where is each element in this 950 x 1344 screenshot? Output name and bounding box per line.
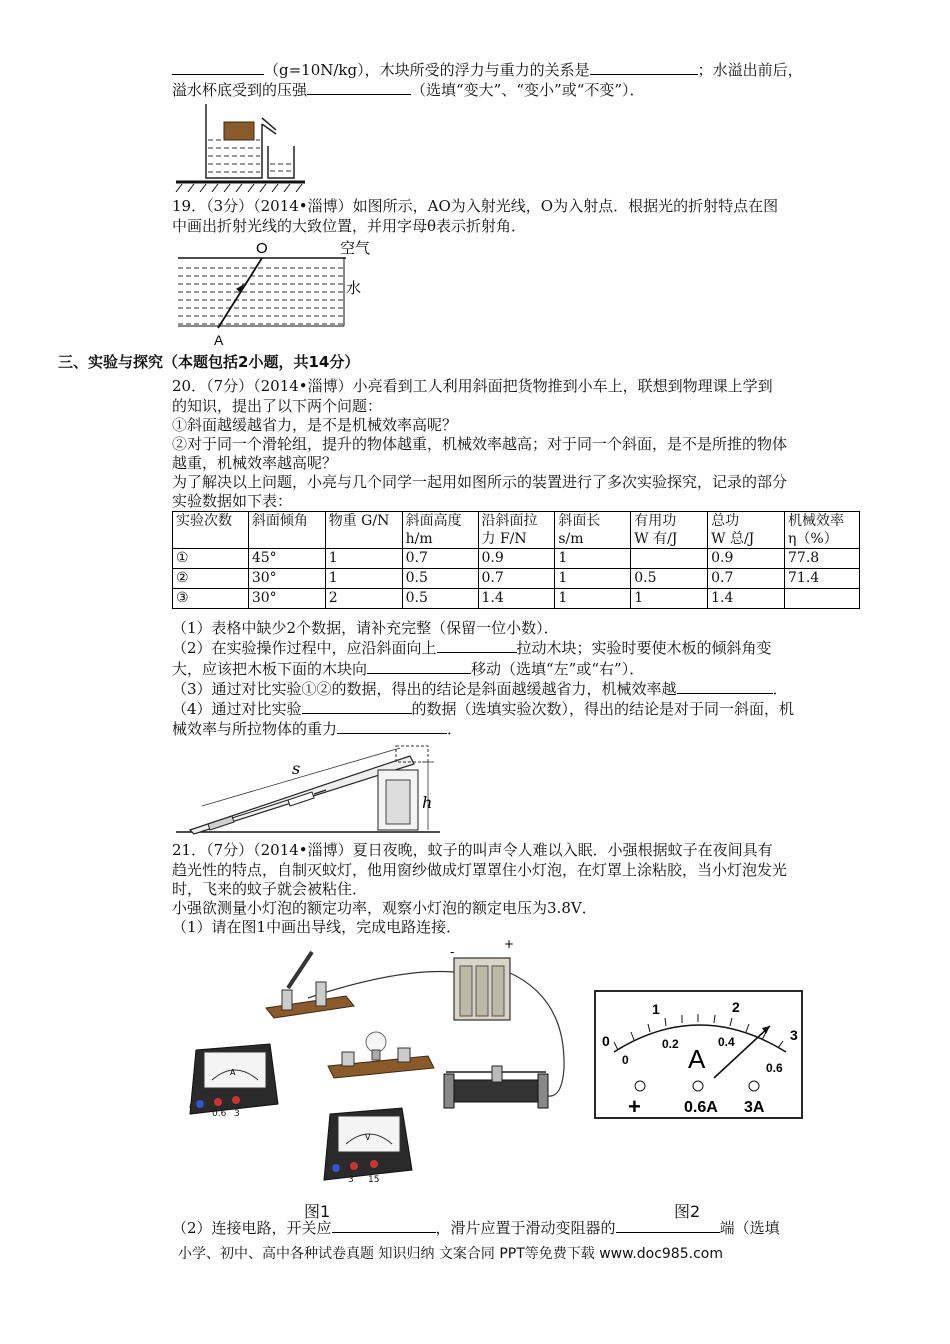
experiment-table bbox=[172, 511, 860, 609]
q21-part-2 bbox=[172, 1218, 780, 1238]
lower-scale-label: 0.4 bbox=[718, 1035, 735, 1049]
q18-text: （选填“变大”、“变小”或“不变”）． bbox=[411, 81, 645, 99]
q20-line: 20．（7分）（2014•淄博）小亮看到工人利用斜面把货物推到小车上，联想到物理课上学到 bbox=[172, 377, 773, 395]
table-header-cell: 斜面长 s/m bbox=[555, 512, 631, 549]
table-cell: 1.4 bbox=[478, 589, 555, 609]
terminal-icon bbox=[693, 1081, 703, 1091]
label-o: O bbox=[256, 240, 268, 257]
table-cell-blank[interactable] bbox=[631, 549, 708, 569]
q21-line: 趋光性的特点，自制灭蚊灯，他用窗纱做成灯罩罩住小灯泡，在灯罩上涂粘胶，当小灯泡发光 bbox=[172, 861, 788, 879]
terminal-label: + bbox=[628, 1094, 641, 1119]
overflow-cup-figure bbox=[172, 100, 307, 192]
answer-blank[interactable] bbox=[367, 659, 471, 674]
terminal-label: 0.6A bbox=[684, 1099, 718, 1116]
lower-scale-label: 0.2 bbox=[662, 1037, 679, 1051]
wood-block bbox=[224, 122, 254, 140]
voltmeter-terminal-label: 15 bbox=[368, 1175, 380, 1185]
table-header-cell: 物重 G/N bbox=[325, 512, 402, 549]
answer-blank[interactable] bbox=[172, 60, 264, 75]
table-cell: 0.5 bbox=[631, 569, 708, 589]
table-cell: 30° bbox=[248, 569, 325, 589]
answer-blank[interactable] bbox=[616, 1218, 720, 1233]
q20-text: 拉动木块；实验时要使木板的倾斜角变 bbox=[516, 639, 772, 657]
figure-2-caption: 图2 bbox=[674, 1202, 701, 1221]
ammeter-terminal-label: 0.6 bbox=[212, 1109, 227, 1119]
q20-part-3 bbox=[172, 679, 788, 699]
refraction-figure bbox=[170, 238, 380, 348]
q20-line: 实验数据如下表： bbox=[172, 492, 293, 510]
q20-text: （4）通过对比实验 bbox=[172, 700, 302, 718]
q20-text: 移动（选填“左”或“右”）． bbox=[471, 660, 645, 678]
table-cell: ① bbox=[173, 549, 249, 569]
q20-line: 的知识，提出了以下两个问题： bbox=[172, 397, 383, 415]
q21-line: 小强欲测量小灯泡的额定功率，观察小灯泡的额定电压为3.8V． bbox=[172, 899, 597, 917]
answer-blank[interactable] bbox=[307, 80, 411, 95]
battery-minus-label: - bbox=[450, 945, 455, 959]
q19-line-1: 19．（3分）（2014•淄博）如图所示，AO为入射光线，O为入射点．根据光的折射特点在图 bbox=[172, 197, 779, 215]
table-header-cell: 有用功 W 有/J bbox=[631, 512, 708, 549]
figure-1-caption: 图1 bbox=[304, 1202, 331, 1221]
table-header-cell: 斜面高度 h/m bbox=[402, 512, 478, 549]
ammeter-terminal-label: 3 bbox=[234, 1109, 240, 1119]
q20-part-2b bbox=[172, 659, 644, 679]
incident-ray bbox=[218, 258, 262, 328]
table-cell: 0.5 bbox=[402, 569, 478, 589]
label-s: s bbox=[292, 759, 301, 778]
incline-figure bbox=[172, 742, 442, 836]
ammeter bbox=[190, 1044, 278, 1119]
circuit-figure bbox=[178, 938, 578, 1200]
terminal-label: 3A bbox=[744, 1099, 765, 1116]
q21-line: 时，飞来的蚊子就会被粘住． bbox=[172, 880, 368, 898]
table-cell: 1 bbox=[555, 589, 631, 609]
label-h: h bbox=[422, 793, 433, 812]
q21-line: 21．（7分）（2014•淄博）夏日夜晚，蚊子的叫声令人难以入眠．小强根据蚊子在夜间具有 bbox=[172, 841, 773, 859]
table-cell: 0.9 bbox=[708, 549, 785, 569]
terminal-icon bbox=[635, 1081, 645, 1091]
table-cell: 30° bbox=[248, 589, 325, 609]
q18-line-1 bbox=[172, 60, 803, 80]
table-cell: 0.5 bbox=[402, 589, 478, 609]
q21-text: ，滑片应置于滑动变阻器的 bbox=[435, 1219, 616, 1237]
q20-part-4b bbox=[172, 719, 462, 739]
q18-text: ；水溢出前后， bbox=[697, 61, 803, 79]
q21-line: （1）请在图1中画出导线，完成电路连接． bbox=[172, 918, 462, 936]
terminal-icon bbox=[749, 1081, 759, 1091]
table-cell: 0.7 bbox=[708, 569, 785, 589]
table-cell: ③ bbox=[173, 589, 249, 609]
table-cell: 71.4 bbox=[785, 569, 860, 589]
table-cell: 0.7 bbox=[478, 569, 555, 589]
voltmeter bbox=[324, 1108, 412, 1185]
switch[interactable] bbox=[266, 952, 354, 1018]
q18-text: 溢水杯底受到的压强 bbox=[172, 81, 308, 99]
q20-text: 械效率与所拉物体的重力 bbox=[172, 720, 338, 738]
answer-blank[interactable] bbox=[437, 638, 517, 653]
q20-part-4 bbox=[172, 699, 794, 719]
upper-scale-label: 1 bbox=[652, 1001, 660, 1017]
battery-plus-label: + bbox=[504, 938, 515, 951]
ammeter-letter: A bbox=[230, 1068, 236, 1077]
lower-scale-label: 0.6 bbox=[766, 1061, 783, 1075]
table-cell: 1 bbox=[631, 589, 708, 609]
q20-line: ①斜面越缓越省力，是不是机械效率高呢？ bbox=[172, 416, 458, 434]
table-row bbox=[173, 589, 860, 609]
lower-scale-label: 0 bbox=[622, 1053, 629, 1067]
q20-line: 为了解决以上问题，小亮与几个同学一起用如图所示的装置进行了多次实验探究，记录的部分 bbox=[172, 473, 788, 491]
q19-line-2: 中画出折射光线的大致位置，并用字母θ表示折射角． bbox=[172, 217, 527, 235]
table-cell: 1 bbox=[555, 549, 631, 569]
table-cell: 0.7 bbox=[402, 549, 478, 569]
ammeter-dial-figure bbox=[594, 990, 804, 1120]
q18-text: （g=10N/kg），木块所受的浮力与重力的关系是 bbox=[264, 61, 590, 79]
q20-text: 大，应该把木板下面的木块向 bbox=[172, 660, 368, 678]
page-footer: 小学、初中、高中各种试卷真题 知识归纳 文案合同 PPT等免费下载 www.doc985.com bbox=[178, 1246, 723, 1262]
voltmeter-terminal-label: 3 bbox=[348, 1175, 354, 1185]
answer-blank[interactable] bbox=[302, 699, 412, 714]
label-a: A bbox=[214, 332, 224, 348]
q20-text: （2）在实验操作过程中，应沿斜面向上 bbox=[172, 639, 437, 657]
table-cell: 1.4 bbox=[708, 589, 785, 609]
q20-text: ． bbox=[447, 720, 463, 738]
label-water: 水 bbox=[346, 279, 362, 297]
table-header-cell: 机械效率 η（%） bbox=[785, 512, 860, 549]
q20-line: 越重，机械效率越高呢？ bbox=[172, 454, 338, 472]
table-row bbox=[173, 549, 860, 569]
q20-text: （3）通过对比实验①②的数据，得出的结论是斜面越缓越省力，机械效率越 bbox=[172, 680, 677, 698]
answer-blank[interactable] bbox=[337, 719, 447, 734]
unit-letter: A bbox=[688, 1044, 706, 1074]
q20-line: ②对于同一个滑轮组，提升的物体越重，机械效率越高；对于同一个斜面，是不是所推的物体 bbox=[172, 435, 788, 453]
q20-text: 的数据（选填实验次数），得出的结论是对于同一斜面，机 bbox=[411, 700, 795, 718]
q20-part-2 bbox=[172, 638, 772, 658]
answer-blank[interactable] bbox=[332, 1218, 436, 1233]
answer-blank[interactable] bbox=[677, 679, 773, 694]
upper-scale-label: 0 bbox=[602, 1033, 610, 1049]
voltmeter-letter: V bbox=[365, 1133, 371, 1142]
upper-scale-label: 2 bbox=[732, 999, 740, 1015]
table-cell: 1 bbox=[325, 569, 402, 589]
table-cell: 2 bbox=[325, 589, 402, 609]
table-cell: 1 bbox=[325, 549, 402, 569]
table-header-cell: 沿斜面拉 力 F/N bbox=[478, 512, 555, 549]
q21-text: （2）连接电路，开关应 bbox=[172, 1219, 332, 1237]
table-row bbox=[173, 569, 860, 589]
q21-text: 端（选填 bbox=[719, 1219, 780, 1237]
q20-part-1: （1）表格中缺少2个数据，请补充完整（保留一位小数）． bbox=[172, 619, 559, 637]
battery bbox=[450, 938, 514, 1020]
section-heading: 三、实验与探究（本题包括2小题，共14分） bbox=[58, 353, 360, 371]
q20-text: ． bbox=[772, 680, 788, 698]
table-cell: 45° bbox=[248, 549, 325, 569]
light-bulb bbox=[328, 1032, 434, 1078]
q18-line-2 bbox=[172, 80, 645, 100]
table-cell: ② bbox=[173, 569, 249, 589]
label-air: 空气 bbox=[340, 239, 371, 257]
table-cell: 0.9 bbox=[478, 549, 555, 569]
table-cell-blank[interactable] bbox=[785, 589, 860, 609]
table-cell: 77.8 bbox=[785, 549, 860, 569]
answer-blank[interactable] bbox=[590, 60, 698, 75]
table-header-cell: 斜面倾角 bbox=[248, 512, 325, 549]
rheostat[interactable] bbox=[444, 1066, 548, 1108]
upper-scale-label: 3 bbox=[790, 1027, 798, 1043]
table-header-row bbox=[173, 512, 860, 549]
table-header-cell: 实验次数 bbox=[173, 512, 249, 549]
table-header-cell: 总功 W 总/J bbox=[708, 512, 785, 549]
table-cell: 1 bbox=[555, 569, 631, 589]
